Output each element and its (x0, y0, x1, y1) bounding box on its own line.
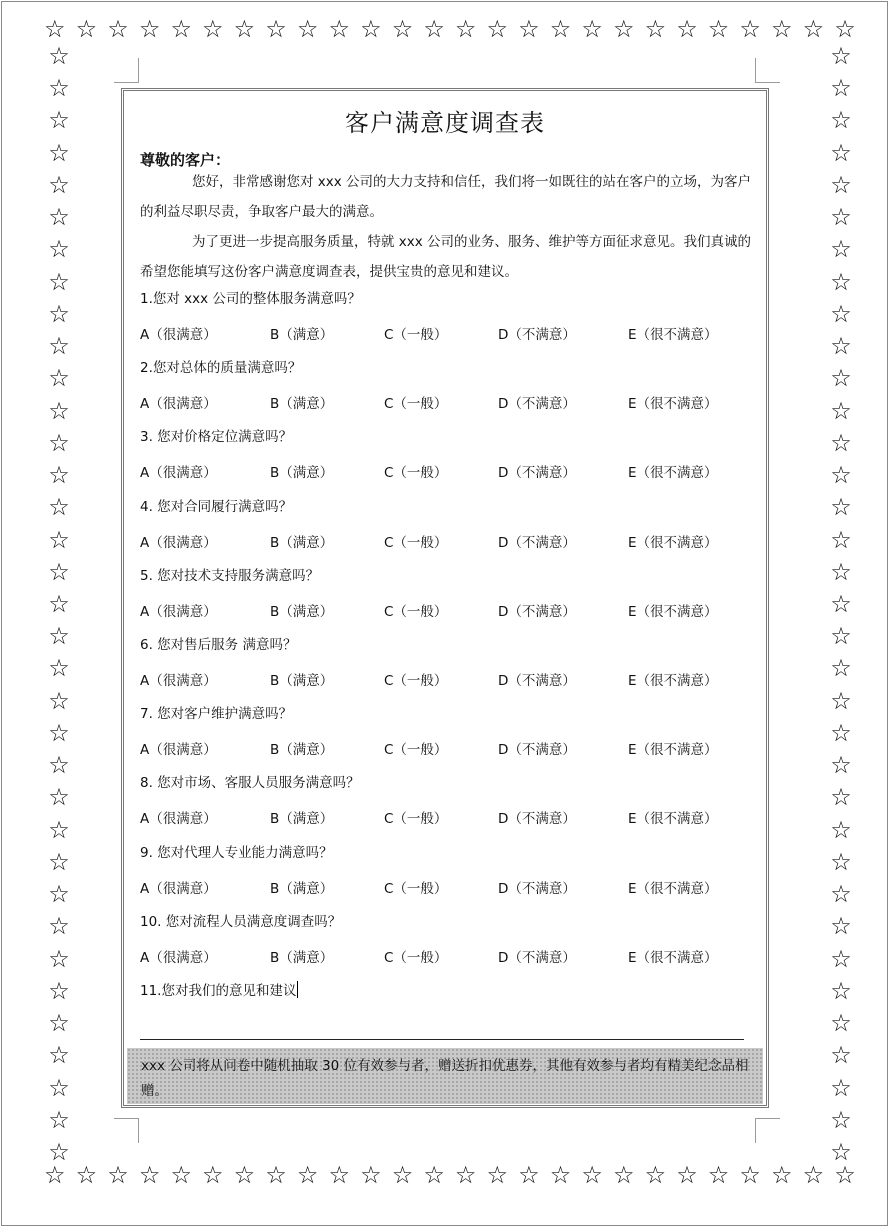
answer-option[interactable]: A（很满意） (140, 673, 217, 689)
star-border-left (44, 44, 74, 1164)
answer-option[interactable]: D（不满意） (498, 534, 576, 551)
star-icon: ☆ (107, 15, 129, 43)
star-icon: ☆ (549, 1161, 572, 1189)
star-icon: ☆ (48, 203, 70, 232)
answer-option[interactable]: D（不满意） (498, 673, 576, 689)
answer-option[interactable]: E（很不满意） (628, 811, 718, 828)
answer-option[interactable]: A（很满意） (140, 327, 217, 343)
star-icon: ☆ (48, 267, 70, 296)
star-icon: ☆ (830, 880, 852, 909)
footer-band (127, 1048, 763, 1104)
answer-option[interactable]: B（满意） (270, 465, 334, 482)
star-icon: ☆ (48, 74, 70, 103)
star-icon: ☆ (771, 15, 793, 43)
star-border-right (826, 44, 856, 1164)
question-8: 8. 您对市场、客服人员服务满意吗？ (140, 775, 360, 792)
star-icon: ☆ (830, 138, 852, 167)
star-icon: ☆ (48, 976, 70, 1005)
answer-option[interactable]: E（很不满意） (628, 327, 718, 343)
star-icon: ☆ (48, 42, 70, 70)
star-icon: ☆ (48, 589, 70, 618)
answer-option[interactable]: C（一般） (384, 742, 448, 759)
answer-option[interactable]: E（很不满意） (628, 603, 718, 620)
question-11-text: 11.您对我们的意见和建议 (140, 983, 297, 999)
star-icon: ☆ (360, 1161, 382, 1189)
star-icon: ☆ (233, 1161, 256, 1189)
star-icon: ☆ (830, 976, 852, 1005)
star-icon: ☆ (834, 1161, 856, 1189)
answer-line (140, 1039, 744, 1040)
star-icon: ☆ (830, 299, 852, 328)
answer-option[interactable]: C（一般） (384, 327, 448, 343)
answer-option[interactable]: C（一般） (384, 880, 448, 897)
star-icon: ☆ (48, 847, 70, 876)
star-icon: ☆ (328, 1161, 350, 1189)
star-icon: ☆ (830, 493, 852, 522)
star-icon: ☆ (48, 1009, 70, 1038)
star-icon: ☆ (423, 15, 445, 43)
intro-paragraph-1: 您好，非常感谢您对 xxx 公司的大力支持和信任，我们将一如既往的站在客户的立场，为客户的利益尽职尽责，争取客户最大的满意。 (140, 174, 752, 220)
answer-option[interactable]: E（很不满意） (628, 673, 718, 689)
star-icon: ☆ (48, 1041, 70, 1070)
answer-option[interactable]: E（很不满意） (628, 396, 718, 413)
answer-option[interactable]: B（满意） (270, 949, 334, 966)
star-icon: ☆ (265, 15, 287, 43)
answer-options (140, 877, 760, 895)
star-icon: ☆ (48, 686, 70, 715)
answer-option[interactable]: C（一般） (384, 673, 448, 689)
star-icon: ☆ (486, 15, 509, 43)
star-icon: ☆ (707, 1161, 730, 1189)
star-icon: ☆ (830, 235, 852, 264)
star-icon: ☆ (48, 461, 70, 490)
star-icon: ☆ (48, 170, 70, 199)
star-icon: ☆ (830, 686, 852, 715)
page-title: 客户满意度调查表 (345, 109, 545, 137)
answer-option[interactable]: D（不满意） (498, 396, 576, 413)
star-icon: ☆ (48, 493, 70, 522)
star-icon: ☆ (771, 1161, 793, 1189)
star-icon: ☆ (834, 15, 856, 43)
star-icon: ☆ (739, 1161, 761, 1189)
star-icon: ☆ (486, 1161, 509, 1189)
answer-option[interactable]: E（很不满意） (628, 465, 718, 482)
star-icon: ☆ (48, 299, 70, 328)
star-icon: ☆ (830, 557, 852, 586)
answer-option[interactable]: D（不满意） (498, 465, 576, 482)
star-icon: ☆ (830, 815, 852, 844)
star-icon: ☆ (830, 944, 852, 973)
answer-options (140, 323, 760, 341)
greeting: 尊敬的客户： (140, 151, 231, 169)
answer-option[interactable]: B（满意） (270, 327, 334, 343)
star-icon: ☆ (48, 622, 70, 651)
answer-option[interactable]: B（满意） (270, 880, 334, 897)
answer-option[interactable]: A（很满意） (140, 603, 217, 620)
star-icon: ☆ (48, 751, 70, 780)
answer-options (140, 946, 760, 964)
star-icon: ☆ (739, 15, 761, 43)
answer-option[interactable]: D（不满意） (498, 811, 576, 828)
star-icon: ☆ (830, 1073, 852, 1102)
answer-option[interactable]: A（很满意） (140, 534, 217, 551)
star-icon: ☆ (830, 1009, 852, 1038)
star-icon: ☆ (830, 654, 852, 683)
star-icon: ☆ (454, 15, 477, 43)
answer-option[interactable]: A（很满意） (140, 396, 217, 413)
star-icon: ☆ (830, 42, 852, 70)
star-icon: ☆ (581, 1161, 603, 1189)
star-icon: ☆ (830, 718, 852, 747)
answer-options (140, 392, 760, 413)
question-9: 9. 您对代理人专业能力满意吗？ (140, 844, 333, 861)
answer-option[interactable]: E（很不满意） (628, 880, 718, 897)
star-icon: ☆ (296, 15, 319, 43)
star-icon: ☆ (830, 428, 852, 457)
star-icon: ☆ (48, 1073, 70, 1102)
star-icon: ☆ (48, 557, 70, 586)
star-icon: ☆ (391, 1161, 414, 1189)
answer-option[interactable]: C（一般） (384, 811, 448, 828)
star-icon: ☆ (518, 15, 540, 43)
star-icon: ☆ (676, 15, 698, 43)
answer-option[interactable]: A（很满意） (140, 880, 217, 897)
star-icon: ☆ (107, 1161, 129, 1189)
answer-option[interactable]: C（一般） (384, 465, 448, 482)
star-icon: ☆ (612, 1161, 635, 1189)
star-icon: ☆ (830, 396, 852, 425)
star-icon: ☆ (518, 1161, 540, 1189)
star-icon: ☆ (48, 1105, 70, 1134)
answer-option[interactable]: B（满意） (270, 396, 334, 413)
question-10: 10. 您对流程人员满意度调查吗？ (140, 913, 342, 930)
star-icon: ☆ (170, 1161, 192, 1189)
answer-options (140, 669, 760, 687)
star-icon: ☆ (44, 15, 66, 43)
star-icon: ☆ (676, 1161, 698, 1189)
star-icon: ☆ (48, 138, 70, 167)
star-icon: ☆ (75, 15, 98, 43)
answer-option[interactable]: A（很满意） (140, 742, 217, 759)
star-icon: ☆ (48, 912, 70, 941)
crop-mark-bottom-left (114, 1118, 139, 1143)
intro-paragraph-2: 为了更进一步提高服务质量，特就 xxx 公司的业务、服务、维护等方面征求意见。我们真诚的希望您能填写这份客户满意度调查表，提供宝贵的意见和建议。 (140, 234, 752, 280)
star-icon: ☆ (830, 1041, 852, 1070)
star-icon: ☆ (802, 15, 825, 43)
answer-option[interactable]: C（一般） (384, 603, 448, 620)
question-1: 1.您对 xxx 公司的整体服务满意吗？ (140, 291, 361, 307)
star-icon: ☆ (48, 235, 70, 264)
star-icon: ☆ (707, 15, 730, 43)
star-icon: ☆ (265, 1161, 287, 1189)
star-border-bottom (44, 1160, 856, 1190)
answer-options (140, 738, 760, 759)
answer-option[interactable]: A（很满意） (140, 949, 217, 966)
star-icon: ☆ (830, 622, 852, 651)
answer-option[interactable]: B（满意） (270, 534, 334, 551)
answer-option[interactable]: C（一般） (384, 534, 448, 551)
star-icon: ☆ (454, 1161, 477, 1189)
star-icon: ☆ (644, 1161, 667, 1189)
star-icon: ☆ (170, 15, 192, 43)
star-icon: ☆ (48, 525, 70, 554)
answer-option[interactable]: A（很满意） (140, 465, 217, 482)
star-icon: ☆ (549, 15, 572, 43)
star-icon: ☆ (48, 654, 70, 683)
question-4: 4. 您对合同履行满意吗？ (140, 498, 293, 515)
star-icon: ☆ (48, 106, 70, 135)
star-icon: ☆ (48, 880, 70, 909)
answer-option[interactable]: C（一般） (384, 949, 448, 966)
answer-option[interactable]: E（很不满意） (628, 949, 718, 966)
star-icon: ☆ (830, 589, 852, 618)
star-icon: ☆ (612, 15, 635, 43)
star-icon: ☆ (360, 15, 382, 43)
star-icon: ☆ (48, 1137, 70, 1166)
answer-option[interactable]: D（不满意） (498, 880, 576, 897)
star-border-top (44, 14, 856, 44)
answer-option[interactable]: B（满意） (270, 742, 334, 759)
answer-options (140, 531, 760, 549)
question-11[interactable] (140, 979, 298, 999)
star-icon: ☆ (830, 332, 852, 361)
text-cursor (297, 981, 298, 998)
question-3: 3. 您对价格定位满意吗？ (140, 429, 293, 446)
answer-option[interactable]: E（很不满意） (628, 534, 718, 551)
star-icon: ☆ (48, 815, 70, 844)
crop-mark-bottom-right (755, 1118, 780, 1143)
star-icon: ☆ (138, 15, 161, 43)
star-icon: ☆ (75, 1161, 98, 1189)
crop-mark-top-left (114, 58, 139, 83)
star-icon: ☆ (423, 1161, 445, 1189)
answer-options (140, 807, 760, 828)
answer-option[interactable]: B（满意） (270, 603, 334, 620)
answer-option[interactable]: C（一般） (384, 396, 448, 413)
star-icon: ☆ (202, 15, 224, 43)
star-icon: ☆ (830, 912, 852, 941)
answer-option[interactable]: B（满意） (270, 673, 334, 689)
crop-mark-top-right (755, 58, 780, 83)
answer-option[interactable]: D（不满意） (498, 603, 576, 620)
answer-option[interactable]: E（很不满意） (628, 742, 718, 759)
star-icon: ☆ (48, 396, 70, 425)
answer-option[interactable]: D（不满意） (498, 742, 576, 759)
star-icon: ☆ (830, 364, 852, 393)
star-icon: ☆ (48, 718, 70, 747)
star-icon: ☆ (830, 1105, 852, 1134)
star-icon: ☆ (830, 783, 852, 812)
star-icon: ☆ (830, 267, 852, 296)
question-2: 2.您对总体的质量满意吗？ (140, 360, 302, 377)
star-icon: ☆ (830, 106, 852, 135)
answer-options (140, 461, 760, 482)
star-icon: ☆ (48, 944, 70, 973)
star-icon: ☆ (830, 751, 852, 780)
star-icon: ☆ (830, 525, 852, 554)
answer-option[interactable]: D（不满意） (498, 949, 576, 966)
survey-document (121, 88, 769, 1108)
answer-option[interactable]: B（满意） (270, 811, 334, 828)
answer-option[interactable]: A（很满意） (140, 811, 217, 828)
star-icon: ☆ (391, 15, 414, 43)
star-icon: ☆ (581, 15, 603, 43)
star-icon: ☆ (48, 428, 70, 457)
star-icon: ☆ (830, 74, 852, 103)
question-6: 6. 您对售后服务 满意吗？ (140, 637, 297, 653)
question-7: 7. 您对客户维护满意吗？ (140, 706, 293, 723)
star-icon: ☆ (44, 1161, 66, 1189)
star-icon: ☆ (830, 847, 852, 876)
star-icon: ☆ (48, 783, 70, 812)
star-icon: ☆ (830, 461, 852, 490)
star-icon: ☆ (830, 203, 852, 232)
star-icon: ☆ (830, 170, 852, 199)
star-icon: ☆ (328, 15, 350, 43)
star-icon: ☆ (48, 332, 70, 361)
star-icon: ☆ (644, 15, 667, 43)
star-icon: ☆ (296, 1161, 319, 1189)
question-5: 5. 您对技术支持服务满意吗？ (140, 567, 320, 584)
star-icon: ☆ (830, 1137, 852, 1166)
star-icon: ☆ (233, 15, 256, 43)
star-icon: ☆ (138, 1161, 161, 1189)
answer-options (140, 600, 760, 618)
star-icon: ☆ (202, 1161, 224, 1189)
footer-note: xxx 公司将从问卷中随机抽取 30 位有效参与者，赠送折扣优惠券，其他有效参与者均有精美纪念品相赠。 (141, 1058, 749, 1099)
answer-option[interactable]: D（不满意） (498, 327, 576, 343)
star-icon: ☆ (802, 1161, 825, 1189)
star-icon: ☆ (48, 364, 70, 393)
